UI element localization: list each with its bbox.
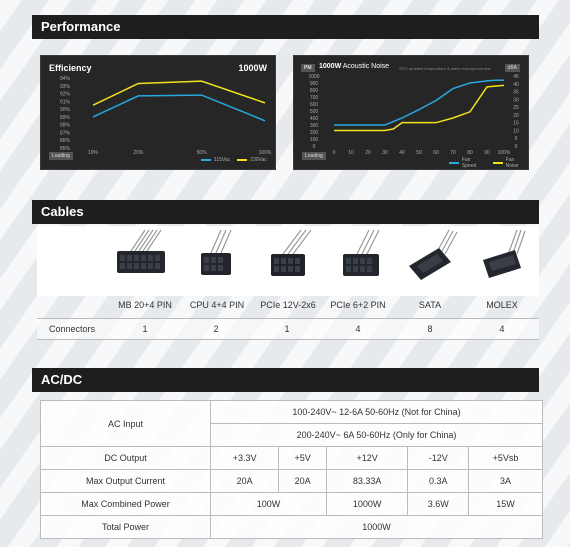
noise-y-left-tick: 200 bbox=[309, 130, 319, 136]
current-neg12v: 0.3A bbox=[408, 470, 469, 493]
noise-y-left-tick: 100 bbox=[309, 137, 319, 143]
noise-loading-badge: Loading bbox=[302, 152, 326, 160]
noise-x-tick: 100% bbox=[497, 150, 511, 156]
cable-label-cpu: CPU 4+4 PIN bbox=[189, 300, 245, 310]
current-5v: 20A bbox=[279, 470, 327, 493]
noise-dba-badge: dBA bbox=[505, 64, 520, 72]
power-3v3-5v: 100W bbox=[211, 493, 327, 516]
rail-neg12v: -12V bbox=[408, 447, 469, 470]
max-power-label: Max Combined Power bbox=[41, 493, 211, 516]
noise-x-tick: 40 bbox=[399, 150, 405, 156]
noise-x-tick: 80 bbox=[467, 150, 473, 156]
efficiency-x-tick: 20% bbox=[133, 150, 144, 156]
rail-5v: +5V bbox=[279, 447, 327, 470]
noise-y-left-tick: 800 bbox=[309, 88, 319, 94]
max-current-row bbox=[41, 470, 543, 493]
efficiency-y-tick: 91% bbox=[59, 99, 71, 106]
max-power-row bbox=[41, 493, 543, 516]
efficiency-y-tick: 88% bbox=[59, 122, 71, 129]
noise-chart-panel bbox=[293, 55, 529, 170]
connector-count-sata: 8 bbox=[427, 324, 433, 334]
noise-y-right-tick: 40 bbox=[513, 81, 519, 88]
rail-12v: +12V bbox=[326, 447, 407, 470]
ac-input-value-2: 200-240V~ 6A 50-60Hz (Only for China) bbox=[211, 424, 543, 447]
rail-3v3: +3.3V bbox=[211, 447, 279, 470]
noise-x-tick: 90 bbox=[484, 150, 490, 156]
noise-y-right-tick: 15 bbox=[513, 120, 519, 127]
total-power-value: 1000W bbox=[211, 516, 543, 539]
noise-y-left-tick: 0 bbox=[312, 144, 316, 150]
efficiency-y-tick: 86% bbox=[59, 138, 71, 145]
efficiency-legend bbox=[201, 157, 267, 163]
noise-y-left-tick: 700 bbox=[309, 95, 319, 101]
efficiency-x-tick: 100% bbox=[258, 150, 272, 156]
noise-x-tick: 0 bbox=[332, 150, 336, 156]
cable-pcie-62-image bbox=[325, 226, 397, 296]
cable-sata-image bbox=[397, 226, 469, 296]
noise-title-bold: 1000W bbox=[319, 63, 342, 70]
cable-pcie-12v-image bbox=[253, 226, 325, 296]
efficiency-y-tick: 85% bbox=[59, 146, 71, 152]
legend-swatch-fan-speed bbox=[449, 162, 459, 164]
legend-swatch-115 bbox=[201, 159, 211, 161]
efficiency-y-tick: 92% bbox=[59, 91, 71, 98]
efficiency-y-tick: 89% bbox=[59, 114, 71, 121]
noise-y-right-tick: 5 bbox=[514, 136, 518, 143]
efficiency-x-tick: 50% bbox=[196, 150, 207, 156]
noise-y-left-tick: 500 bbox=[309, 109, 319, 115]
noise-legend bbox=[449, 157, 528, 169]
noise-y-left-tick: 900 bbox=[309, 81, 319, 87]
noise-y-right-tick: 35 bbox=[513, 89, 519, 96]
noise-series-line bbox=[334, 85, 504, 130]
noise-title-rest: Acoustic Noise bbox=[342, 63, 390, 70]
noise-y-left-tick: 600 bbox=[309, 102, 319, 108]
connector-count-mb: 1 bbox=[142, 324, 148, 334]
noise-x-tick: 10 bbox=[348, 150, 354, 156]
performance-header: Performance bbox=[32, 15, 539, 39]
acdc-table bbox=[40, 400, 543, 539]
cable-label-mb: MB 20+4 PIN bbox=[118, 300, 172, 310]
noise-y-right-tick: 0 bbox=[514, 144, 518, 150]
power-12v: 1000W bbox=[326, 493, 407, 516]
total-power-label: Total Power bbox=[41, 516, 211, 539]
total-power-row bbox=[41, 516, 543, 539]
efficiency-y-tick: 87% bbox=[59, 130, 71, 137]
efficiency-series-line bbox=[93, 81, 265, 105]
noise-x-tick: 50 bbox=[416, 150, 422, 156]
connectors-label: Connectors bbox=[48, 324, 96, 334]
connector-count-cpu: 2 bbox=[213, 324, 219, 334]
cable-mb-image bbox=[109, 226, 181, 296]
noise-x-tick: 60 bbox=[433, 150, 439, 156]
efficiency-x-tick: 10% bbox=[87, 150, 99, 156]
noise-x-tick: 30 bbox=[382, 150, 388, 156]
power-neg12v: 3.6W bbox=[408, 493, 469, 516]
noise-y-right-tick: 30 bbox=[513, 97, 519, 104]
noise-pm-badge: PM bbox=[301, 64, 315, 72]
efficiency-y-tick: 90% bbox=[59, 107, 71, 114]
efficiency-loading-badge: Loading bbox=[49, 152, 73, 160]
cable-molex-image bbox=[469, 226, 541, 296]
noise-y-left-tick: 1000 bbox=[308, 74, 320, 80]
cable-label-sata: SATA bbox=[418, 300, 442, 310]
efficiency-wattage: 1000W bbox=[238, 63, 267, 73]
efficiency-y-tick: 93% bbox=[59, 83, 71, 90]
legend-label-230: 230Vac bbox=[250, 157, 267, 163]
cable-label-pcie-62: PCIe 6+2 PIN bbox=[330, 300, 386, 310]
dc-output-label: DC Output bbox=[41, 447, 211, 470]
cable-label-pcie-12v: PCIe 12V-2x6 bbox=[260, 300, 316, 310]
efficiency-chart bbox=[41, 56, 277, 171]
cables-header: Cables bbox=[32, 200, 539, 224]
ac-input-value-1: 100-240V~ 12-6A 50-60Hz (Not for China) bbox=[211, 401, 543, 424]
efficiency-title: Efficiency bbox=[49, 63, 92, 73]
power-5vsb: 15W bbox=[469, 493, 543, 516]
connector-count-pcie-62: 4 bbox=[355, 324, 361, 334]
ac-input-label: AC Input bbox=[41, 401, 211, 447]
connectors-row bbox=[37, 318, 539, 340]
noise-y-right-tick: 25 bbox=[513, 105, 519, 112]
noise-x-tick: 70 bbox=[450, 150, 456, 156]
dc-output-row bbox=[41, 447, 543, 470]
rail-5vsb: +5Vsb bbox=[469, 447, 543, 470]
efficiency-y-tick: 94% bbox=[59, 76, 71, 82]
acdc-header: AC/DC bbox=[32, 368, 539, 392]
noise-chart bbox=[294, 56, 530, 171]
noise-y-right-tick: 45 bbox=[513, 74, 519, 80]
cables-image-strip bbox=[37, 226, 539, 296]
cable-label-molex: MOLEX bbox=[486, 300, 518, 310]
max-current-label: Max Output Current bbox=[41, 470, 211, 493]
current-3v3: 20A bbox=[211, 470, 279, 493]
current-5vsb: 3A bbox=[469, 470, 543, 493]
connector-count-molex: 4 bbox=[499, 324, 505, 334]
ac-input-row-1 bbox=[41, 401, 543, 424]
cable-cpu-image bbox=[181, 226, 253, 296]
legend-swatch-fan-noise bbox=[493, 162, 503, 164]
noise-y-left-tick: 300 bbox=[309, 123, 319, 129]
legend-label-fan-speed: Fan Speed bbox=[461, 157, 477, 169]
efficiency-chart-panel bbox=[40, 55, 276, 170]
noise-y-left-tick: 400 bbox=[309, 116, 319, 122]
legend-label-115: 115Vac bbox=[214, 157, 231, 163]
legend-label-fan-noise: Fan Noise bbox=[505, 157, 519, 169]
legend-swatch-230 bbox=[237, 159, 247, 161]
noise-subtitle: 25°C ambient temperature & meter microphone test bbox=[399, 66, 491, 71]
connector-count-pcie-12v: 1 bbox=[284, 324, 290, 334]
current-12v: 83.33A bbox=[326, 470, 407, 493]
noise-y-right-tick: 20 bbox=[513, 112, 519, 119]
noise-y-right-tick: 10 bbox=[513, 128, 519, 135]
noise-x-tick: 20 bbox=[365, 150, 371, 156]
noise-series-line bbox=[334, 80, 504, 125]
efficiency-series-line bbox=[93, 95, 265, 121]
